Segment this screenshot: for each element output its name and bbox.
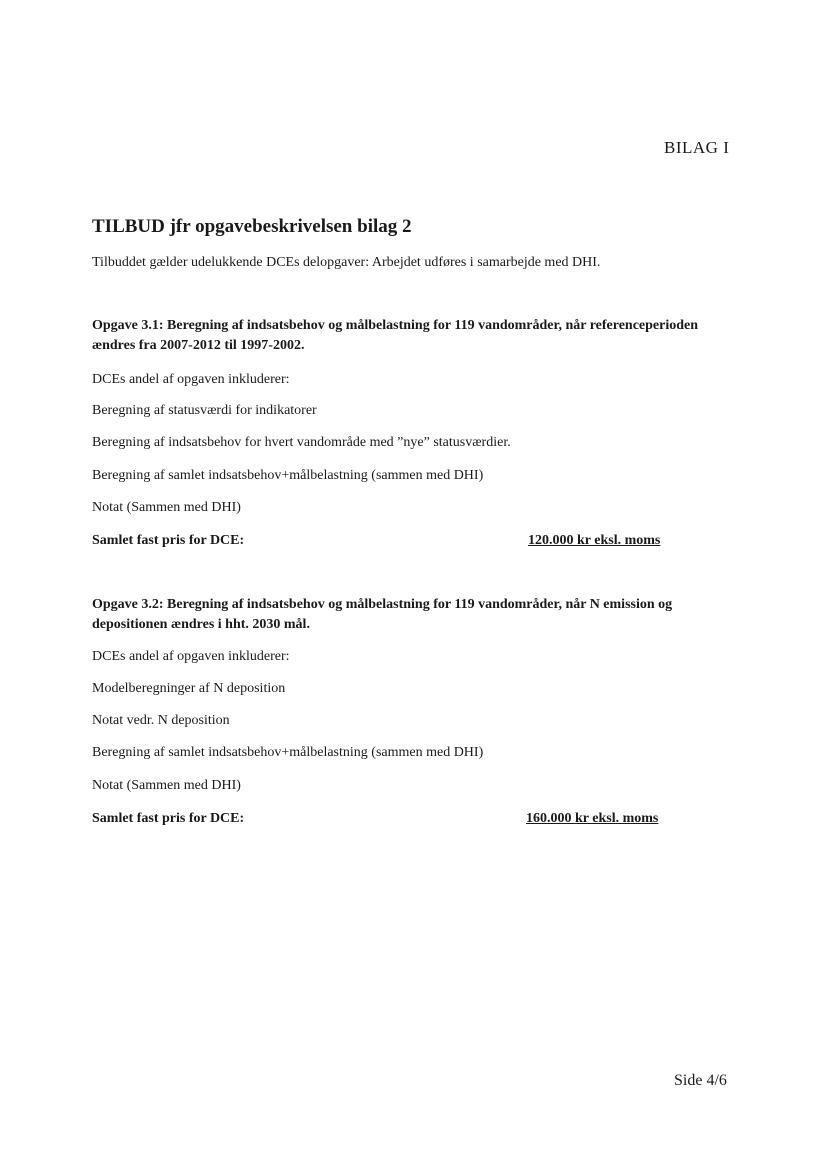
section-3-1-price-label: Samlet fast pris for DCE: (92, 533, 245, 548)
document-title: TILBUD jfr opgavebeskrivelsen bilag 2 (92, 216, 412, 237)
appendix-label: BILAG I (664, 138, 730, 157)
section-3-1-item: Notat (Sammen med DHI) (92, 500, 241, 515)
page-number: Side 4/6 (674, 1072, 727, 1089)
section-3-2-item: DCEs andel af opgaven inkluderer: (92, 649, 290, 664)
intro-paragraph: Tilbuddet gælder udelukkende DCEs delopgaver: Arbejdet udføres i samarbejde med DHI. (92, 255, 601, 270)
section-3-2-item: Notat (Sammen med DHI) (92, 778, 241, 793)
section-3-1-item: Beregning af statusværdi for indikatorer (92, 403, 317, 418)
section-3-2-item: Notat vedr. N deposition (92, 713, 230, 728)
section-3-2-item: Modelberegninger af N deposition (92, 681, 286, 696)
section-3-1-item: Beregning af indsatsbehov for hvert vandområde med ”nye” statusværdier. (92, 435, 511, 450)
section-3-2-price-value: 160.000 kr eksl. moms (526, 811, 659, 826)
section-title-3-2: Opgave 3.2: Beregning af indsatsbehov og målbelastning for 119 vandområder, når N emission og depositionen ændres i hht. 2030 mål. (92, 597, 673, 632)
section-3-1-item: DCEs andel af opgaven inkluderer: (92, 372, 290, 387)
section-3-1-item: Beregning af samlet indsatsbehov+målbelastning (sammen med DHI) (92, 468, 484, 483)
section-3-1-price-value: 120.000 kr eksl. moms (528, 533, 661, 548)
section-3-2-item: Beregning af samlet indsatsbehov+målbelastning (sammen med DHI) (92, 745, 484, 760)
section-3-2-price-label: Samlet fast pris for DCE: (92, 811, 245, 826)
section-title-3-1: Opgave 3.1: Beregning af indsatsbehov og målbelastning for 119 vandområder, når referenceperioden ændres fra 2007-2012 til 1997-2002. (92, 318, 699, 353)
